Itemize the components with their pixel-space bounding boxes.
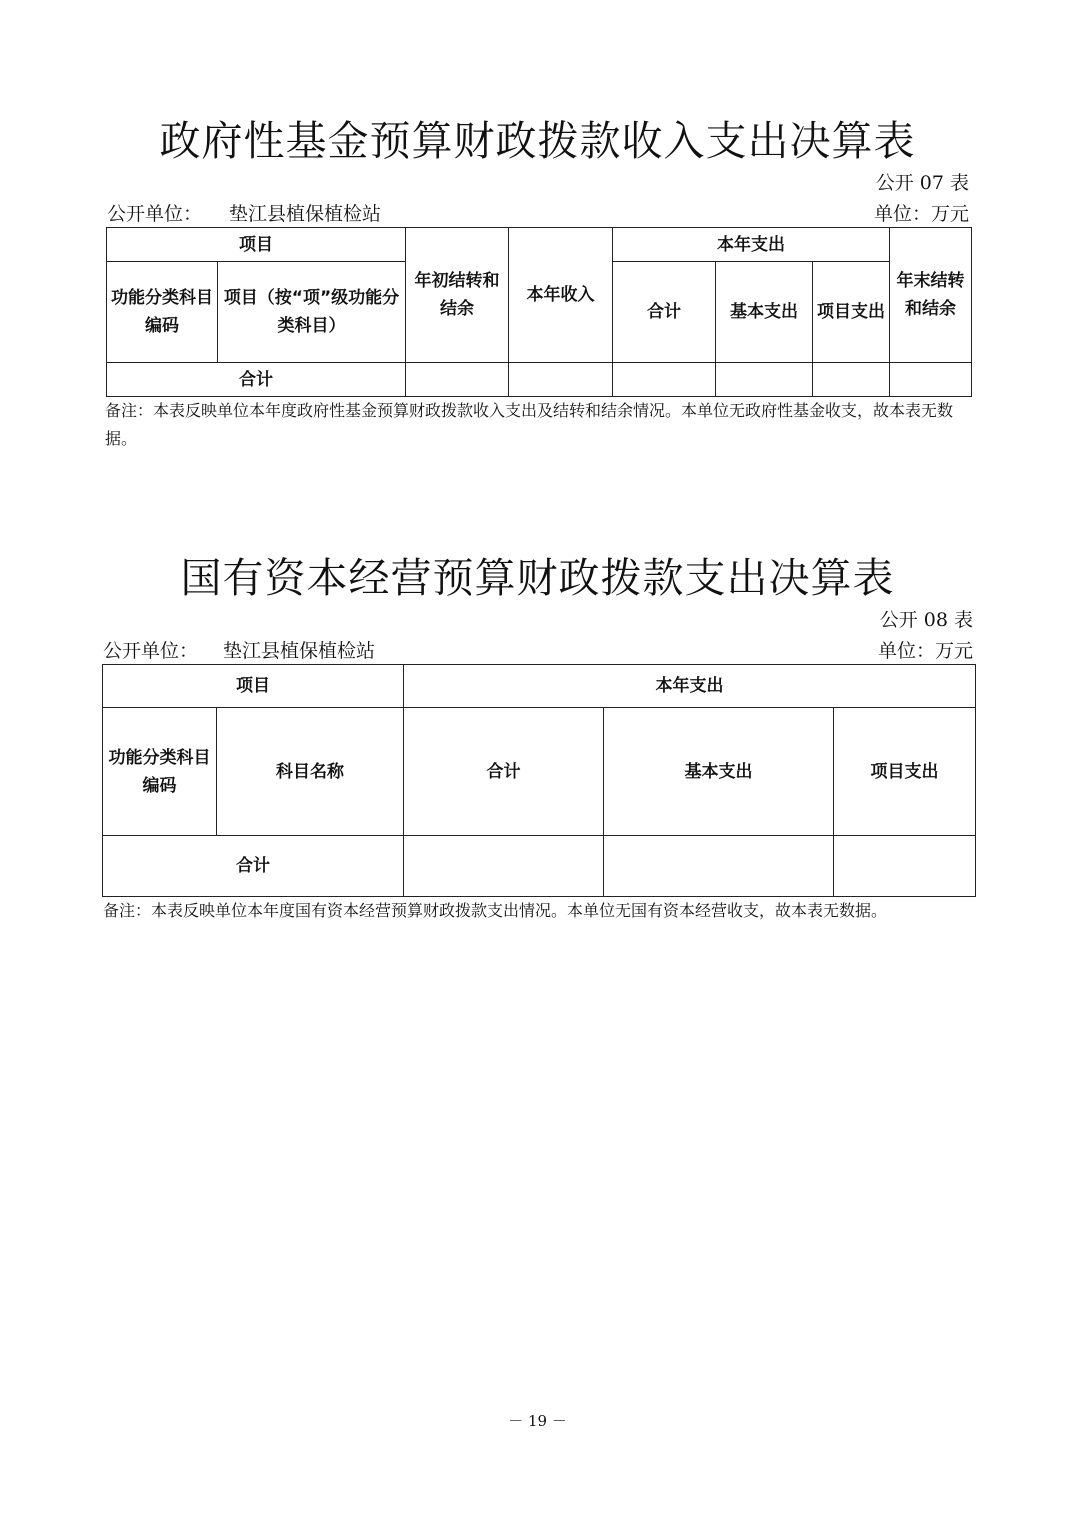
header-project: 项目	[103, 665, 404, 708]
header-basic: 基本支出	[604, 708, 834, 836]
header-func-code: 功能分类科目编码	[107, 262, 218, 363]
table07-unit-label: 公开单位：	[107, 203, 203, 225]
table-cell	[716, 363, 813, 397]
header-total: 合计	[613, 262, 716, 363]
table-cell	[404, 836, 604, 897]
table08-code: 公开 08 表	[879, 609, 973, 631]
header-begin-balance: 年初结转和结余	[406, 228, 509, 363]
table07-money-unit: 单位：万元	[873, 203, 969, 225]
table07-unit-name: 垫江县植保植检站	[229, 203, 382, 225]
table-cell	[509, 363, 613, 397]
total-row-label: 合计	[107, 363, 406, 397]
page-number: － 19 －	[508, 1412, 567, 1430]
table08-money-unit: 单位：万元	[877, 640, 973, 662]
header-expense: 本年支出	[404, 665, 976, 708]
table07-code: 公开 07 表	[875, 172, 969, 194]
table07-note: 备注：本表反映单位本年度政府性基金预算财政拨款收入支出及结转和结余情况。本单位无政府性基金收支，故本表无数据。	[105, 401, 954, 448]
header-basic: 基本支出	[716, 262, 813, 363]
table08-note: 备注：本表反映单位本年度国有资本经营预算财政拨款支出情况。本单位无国有资本经营收支，故本表无数据。	[103, 901, 888, 920]
header-project-expense: 项目支出	[834, 708, 976, 836]
table-cell	[834, 836, 976, 897]
table-cell	[613, 363, 716, 397]
header-expense: 本年支出	[613, 228, 890, 262]
table08-unit-label: 公开单位：	[103, 640, 199, 662]
table-cell	[890, 363, 972, 397]
table08-unit-name: 垫江县植保植检站	[223, 640, 376, 662]
header-project-expense: 项目支出	[813, 262, 890, 363]
table08-title: 国有资本经营预算财政拨款支出决算表	[180, 554, 895, 602]
header-total: 合计	[404, 708, 604, 836]
header-income: 本年收入	[509, 228, 613, 363]
table-cell	[813, 363, 890, 397]
table07	[106, 227, 972, 397]
header-end-balance: 年末结转和结余	[890, 228, 972, 363]
header-subject-name: 科目名称	[217, 708, 404, 836]
total-row-label: 合计	[103, 836, 404, 897]
table07-title: 政府性基金预算财政拨款收入支出决算表	[159, 117, 916, 165]
header-project-name: 项目（按“项”级功能分类科目）	[218, 262, 406, 363]
header-project: 项目	[107, 228, 406, 262]
header-func-code: 功能分类科目编码	[103, 708, 217, 836]
table-cell	[604, 836, 834, 897]
table-cell	[406, 363, 509, 397]
table08	[102, 664, 976, 897]
